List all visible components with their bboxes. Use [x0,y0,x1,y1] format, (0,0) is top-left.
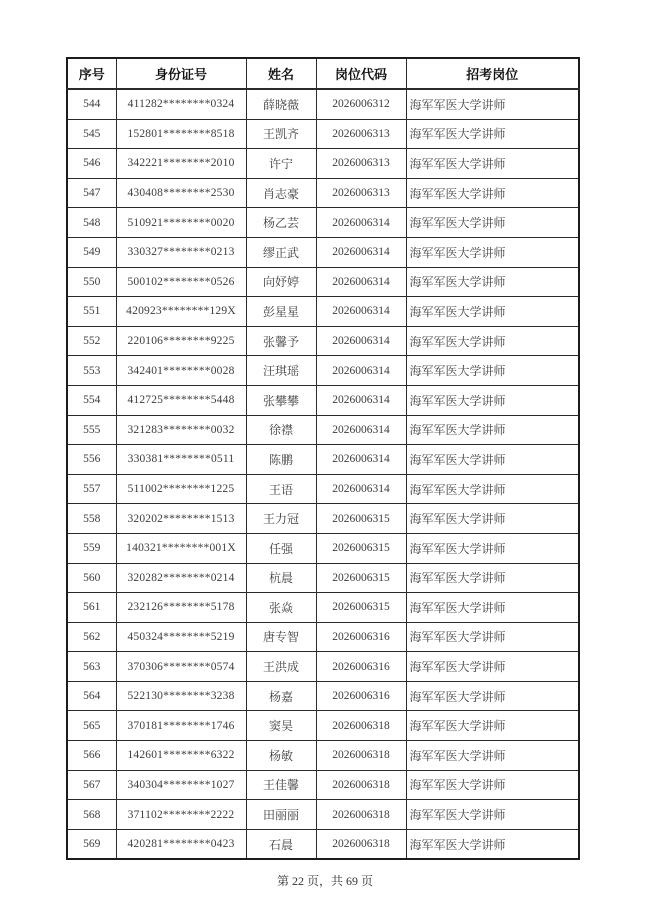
table-row [67,829,579,859]
cell-recruit-position: 海军军医大学讲师 [406,237,579,267]
table-header-row [67,58,579,89]
cell-name: 唐专智 [246,622,316,652]
table-row [67,178,579,208]
cell-name: 张攀攀 [246,385,316,415]
cell-id-number: 232126********5178 [116,593,246,623]
cell-id-number: 511002********1225 [116,474,246,504]
table-row [67,741,579,771]
table-row [67,119,579,149]
cell-name: 彭星星 [246,297,316,327]
cell-position-code: 2026006314 [316,356,406,386]
cell-position-code: 2026006314 [316,208,406,238]
table-row [67,267,579,297]
cell-name: 向妤婷 [246,267,316,297]
cell-serial: 558 [67,504,116,534]
cell-id-number: 412725********5448 [116,385,246,415]
cell-id-number: 342221********2010 [116,149,246,179]
cell-recruit-position: 海军军医大学讲师 [406,149,579,179]
cell-id-number: 330327********0213 [116,237,246,267]
table-row [67,237,579,267]
cell-position-code: 2026006313 [316,178,406,208]
cell-id-number: 320282********0214 [116,563,246,593]
cell-name: 杨敏 [246,741,316,771]
cell-name: 任强 [246,533,316,563]
table-row [67,622,579,652]
cell-position-code: 2026006316 [316,652,406,682]
cell-serial: 565 [67,711,116,741]
cell-position-code: 2026006315 [316,504,406,534]
cell-serial: 557 [67,474,116,504]
cell-id-number: 450324********5219 [116,622,246,652]
cell-position-code: 2026006318 [316,829,406,859]
cell-serial: 547 [67,178,116,208]
table-row [67,149,579,179]
cell-serial: 556 [67,445,116,475]
cell-position-code: 2026006315 [316,563,406,593]
table-row [67,208,579,238]
column-header-id-number: 身份证号 [116,58,246,89]
table-row [67,297,579,327]
cell-id-number: 522130********3238 [116,681,246,711]
cell-name: 窦昊 [246,711,316,741]
cell-name: 张焱 [246,593,316,623]
cell-serial: 560 [67,563,116,593]
column-header-name: 姓名 [246,58,316,89]
table-row [67,356,579,386]
cell-serial: 562 [67,622,116,652]
cell-recruit-position: 海军军医大学讲师 [406,208,579,238]
column-header-serial: 序号 [67,58,116,89]
cell-recruit-position: 海军军医大学讲师 [406,356,579,386]
cell-id-number: 370181********1746 [116,711,246,741]
cell-name: 王语 [246,474,316,504]
cell-recruit-position: 海军军医大学讲师 [406,119,579,149]
cell-recruit-position: 海军军医大学讲师 [406,593,579,623]
cell-id-number: 430408********2530 [116,178,246,208]
cell-serial: 550 [67,267,116,297]
cell-serial: 561 [67,593,116,623]
cell-id-number: 142601********6322 [116,741,246,771]
cell-recruit-position: 海军军医大学讲师 [406,504,579,534]
cell-name: 汪琪瑶 [246,356,316,386]
cell-id-number: 411282********0324 [116,89,246,119]
cell-position-code: 2026006314 [316,415,406,445]
cell-id-number: 152801********8518 [116,119,246,149]
cell-serial: 552 [67,326,116,356]
table-row [67,563,579,593]
cell-position-code: 2026006318 [316,800,406,830]
cell-id-number: 420923********129X [116,297,246,327]
table-row [67,89,579,119]
table-row [67,415,579,445]
cell-serial: 559 [67,533,116,563]
cell-recruit-position: 海军军医大学讲师 [406,741,579,771]
cell-id-number: 500102********0526 [116,267,246,297]
column-header-position-code: 岗位代码 [316,58,406,89]
cell-recruit-position: 海军军医大学讲师 [406,829,579,859]
cell-recruit-position: 海军军医大学讲师 [406,297,579,327]
table-row [67,445,579,475]
cell-name: 王凯齐 [246,119,316,149]
cell-position-code: 2026006318 [316,770,406,800]
cell-recruit-position: 海军军医大学讲师 [406,800,579,830]
cell-recruit-position: 海军军医大学讲师 [406,474,579,504]
cell-serial: 548 [67,208,116,238]
cell-id-number: 510921********0020 [116,208,246,238]
cell-position-code: 2026006318 [316,741,406,771]
cell-position-code: 2026006314 [316,267,406,297]
cell-recruit-position: 海军军医大学讲师 [406,622,579,652]
cell-serial: 555 [67,415,116,445]
cell-id-number: 321283********0032 [116,415,246,445]
cell-serial: 551 [67,297,116,327]
cell-name: 王佳馨 [246,770,316,800]
cell-position-code: 2026006314 [316,297,406,327]
cell-serial: 564 [67,681,116,711]
cell-name: 杭晨 [246,563,316,593]
cell-name: 陈鹏 [246,445,316,475]
cell-id-number: 420281********0423 [116,829,246,859]
cell-position-code: 2026006315 [316,533,406,563]
cell-name: 徐襟 [246,415,316,445]
cell-name: 许宁 [246,149,316,179]
cell-name: 张馨予 [246,326,316,356]
cell-recruit-position: 海军军医大学讲师 [406,415,579,445]
cell-position-code: 2026006313 [316,149,406,179]
cell-position-code: 2026006316 [316,622,406,652]
cell-position-code: 2026006314 [316,237,406,267]
cell-serial: 567 [67,770,116,800]
table-row [67,800,579,830]
cell-recruit-position: 海军军医大学讲师 [406,770,579,800]
cell-name: 肖志豪 [246,178,316,208]
cell-id-number: 371102********2222 [116,800,246,830]
cell-recruit-position: 海军军医大学讲师 [406,681,579,711]
cell-name: 薛晓薇 [246,89,316,119]
cell-serial: 569 [67,829,116,859]
cell-name: 杨嘉 [246,681,316,711]
cell-name: 石晨 [246,829,316,859]
cell-recruit-position: 海军军医大学讲师 [406,385,579,415]
cell-position-code: 2026006312 [316,89,406,119]
table-row [67,474,579,504]
table-row [67,385,579,415]
cell-serial: 554 [67,385,116,415]
cell-position-code: 2026006315 [316,593,406,623]
cell-recruit-position: 海军军医大学讲师 [406,178,579,208]
cell-id-number: 342401********0028 [116,356,246,386]
cell-id-number: 330381********0511 [116,445,246,475]
cell-name: 杨乙芸 [246,208,316,238]
cell-id-number: 220106********9225 [116,326,246,356]
cell-id-number: 140321********001X [116,533,246,563]
cell-id-number: 370306********0574 [116,652,246,682]
cell-position-code: 2026006314 [316,326,406,356]
cell-recruit-position: 海军军医大学讲师 [406,445,579,475]
cell-position-code: 2026006316 [316,681,406,711]
cell-name: 王洪成 [246,652,316,682]
cell-position-code: 2026006314 [316,385,406,415]
cell-recruit-position: 海军军医大学讲师 [406,326,579,356]
table-row [67,533,579,563]
cell-position-code: 2026006313 [316,119,406,149]
cell-recruit-position: 海军军医大学讲师 [406,711,579,741]
cell-serial: 545 [67,119,116,149]
cell-serial: 544 [67,89,116,119]
table-row [67,681,579,711]
cell-recruit-position: 海军军医大学讲师 [406,267,579,297]
cell-position-code: 2026006314 [316,474,406,504]
table-row [67,711,579,741]
cell-position-code: 2026006318 [316,711,406,741]
page-footer: 第 22 页，共 69 页 [276,874,373,888]
cell-recruit-position: 海军军医大学讲师 [406,89,579,119]
table-row [67,504,579,534]
cell-recruit-position: 海军军医大学讲师 [406,533,579,563]
cell-position-code: 2026006314 [316,445,406,475]
cell-serial: 563 [67,652,116,682]
cell-name: 王力冠 [246,504,316,534]
table-row [67,593,579,623]
cell-serial: 568 [67,800,116,830]
column-header-recruit-position: 招考岗位 [406,58,579,89]
cell-serial: 566 [67,741,116,771]
cell-id-number: 320202********1513 [116,504,246,534]
candidate-roster-table [66,57,580,860]
cell-recruit-position: 海军军医大学讲师 [406,563,579,593]
cell-id-number: 340304********1027 [116,770,246,800]
cell-serial: 553 [67,356,116,386]
table-row [67,326,579,356]
cell-name: 田丽丽 [246,800,316,830]
cell-serial: 549 [67,237,116,267]
table-row [67,770,579,800]
table-row [67,652,579,682]
cell-recruit-position: 海军军医大学讲师 [406,652,579,682]
cell-name: 缪正武 [246,237,316,267]
cell-serial: 546 [67,149,116,179]
